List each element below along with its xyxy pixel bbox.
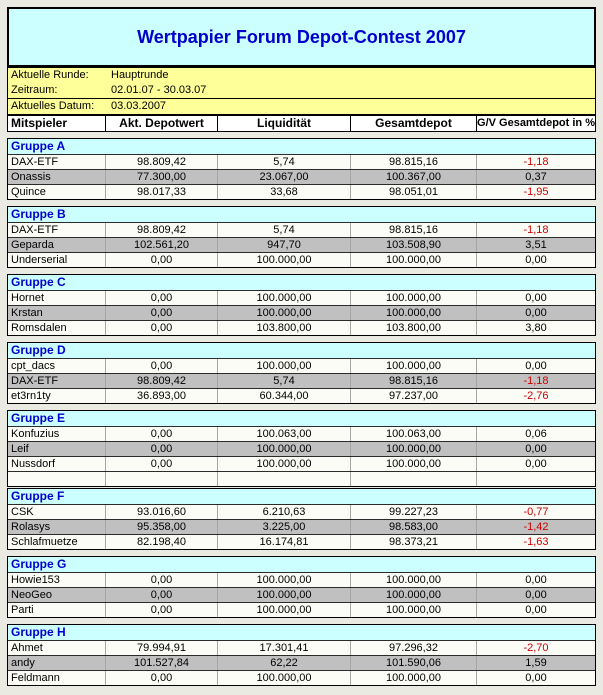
value-cell: 97.296,32 xyxy=(350,641,476,655)
player-name-cell: Hornet xyxy=(11,292,45,304)
table-row xyxy=(8,252,595,267)
player-name-cell: Rolasys xyxy=(11,521,51,533)
value-cell: 100.000,00 xyxy=(350,291,476,305)
player-name-cell: Quince xyxy=(11,186,46,198)
value-cell: 100.063,00 xyxy=(217,427,350,441)
player-name-cell: Konfuzius xyxy=(11,428,60,440)
player-name-cell: Schlafmuetze xyxy=(11,536,78,548)
player-name-cell: Underserial xyxy=(11,254,68,266)
value-cell: 0,00 xyxy=(105,442,217,456)
group-header: Gruppe G xyxy=(8,557,595,572)
value-cell: 62,22 xyxy=(217,656,350,670)
value-cell: 100.000,00 xyxy=(217,603,350,617)
value-cell: 0,00 xyxy=(105,671,217,685)
value-cell: 100.000,00 xyxy=(350,603,476,617)
player-name-cell: Nussdorf xyxy=(11,458,56,470)
group-block xyxy=(7,624,596,686)
value-cell: 947,70 xyxy=(217,238,350,252)
value-cell: 0,00 xyxy=(476,306,595,320)
value-cell: 0,00 xyxy=(476,457,595,471)
value-cell: 0,00 xyxy=(105,603,217,617)
player-name-cell: Parti xyxy=(11,604,34,616)
empty-cell xyxy=(105,472,217,486)
value-cell: 0,00 xyxy=(476,573,595,587)
table-row xyxy=(8,426,595,441)
value-cell: 100.000,00 xyxy=(217,306,350,320)
table-row xyxy=(8,154,595,169)
value-cell: -1,63 xyxy=(476,535,595,549)
table-row xyxy=(8,572,595,587)
value-cell: 98.809,42 xyxy=(105,223,217,237)
page-title: Wertpapier Forum Depot-Contest 2007 xyxy=(137,26,466,47)
value-cell: 95.358,00 xyxy=(105,520,217,534)
player-name-cell: cpt_dacs xyxy=(11,360,56,372)
player-name-cell: Geparda xyxy=(11,239,54,251)
player-name-cell: et3rn1ty xyxy=(11,390,51,402)
value-cell: 103.508,90 xyxy=(350,238,476,252)
value-cell: -1,42 xyxy=(476,520,595,534)
value-cell: 100.000,00 xyxy=(217,359,350,373)
value-cell: 97.237,00 xyxy=(350,389,476,403)
value-cell: 6.210,63 xyxy=(217,505,350,519)
value-cell: 23.067,00 xyxy=(217,170,350,184)
group-header: Gruppe C xyxy=(8,275,595,290)
value-cell: 100.000,00 xyxy=(350,588,476,602)
value-cell: 5,74 xyxy=(217,155,350,169)
value-cell: 98.815,16 xyxy=(350,374,476,388)
table-row xyxy=(8,237,595,252)
group-block xyxy=(7,274,596,336)
value-cell: 0,00 xyxy=(476,442,595,456)
value-cell: 98.809,42 xyxy=(105,374,217,388)
info-value: 03.03.2007 xyxy=(111,100,167,112)
table-row xyxy=(8,640,595,655)
value-cell: 0,00 xyxy=(476,603,595,617)
info-row-datum xyxy=(8,99,595,114)
info-section-round xyxy=(7,67,596,99)
value-cell: 100.000,00 xyxy=(350,457,476,471)
value-cell: 100.000,00 xyxy=(217,671,350,685)
group-header: Gruppe E xyxy=(8,411,595,426)
value-cell: 0,00 xyxy=(476,359,595,373)
table-row xyxy=(8,222,595,237)
value-cell: 82.198,40 xyxy=(105,535,217,549)
value-cell: 0,00 xyxy=(476,291,595,305)
groups-container xyxy=(7,138,596,686)
value-cell: 98.815,16 xyxy=(350,223,476,237)
value-cell: 100.063,00 xyxy=(350,427,476,441)
empty-cell xyxy=(217,472,350,486)
group-block xyxy=(7,556,596,618)
value-cell: 0,00 xyxy=(476,253,595,267)
value-cell: 98.583,00 xyxy=(350,520,476,534)
value-cell: 16.174,81 xyxy=(217,535,350,549)
value-cell: 1,59 xyxy=(476,656,595,670)
player-name-cell: Ahmet xyxy=(11,642,43,654)
value-cell: -1,18 xyxy=(476,155,595,169)
table-row xyxy=(8,504,595,519)
player-name-cell: DAX-ETF xyxy=(11,375,59,387)
col-header-gv-prozent: G/V Gesamtdepot in % xyxy=(477,117,595,129)
value-cell: -2,70 xyxy=(476,641,595,655)
value-cell: 100.000,00 xyxy=(350,306,476,320)
info-row-zeitraum xyxy=(8,83,595,98)
value-cell: 98.051,01 xyxy=(350,185,476,199)
value-cell: 100.000,00 xyxy=(217,442,350,456)
table-row xyxy=(8,290,595,305)
group-block xyxy=(7,410,596,487)
value-cell: 101.527,84 xyxy=(105,656,217,670)
value-cell: 0,00 xyxy=(105,359,217,373)
empty-cell xyxy=(8,472,105,486)
col-header-liquiditaet: Liquidität xyxy=(217,116,350,131)
value-cell: 36.893,00 xyxy=(105,389,217,403)
value-cell: 5,74 xyxy=(217,223,350,237)
table-row xyxy=(8,587,595,602)
table-row xyxy=(8,519,595,534)
value-cell: 103.800,00 xyxy=(350,321,476,335)
table-row xyxy=(8,388,595,403)
table-row xyxy=(8,305,595,320)
col-header-mitspieler: Mitspieler xyxy=(11,116,68,130)
empty-cell xyxy=(476,472,595,486)
value-cell: 99.227,23 xyxy=(350,505,476,519)
group-header: Gruppe H xyxy=(8,625,595,640)
table-row xyxy=(8,534,595,549)
value-cell: 100.000,00 xyxy=(217,573,350,587)
value-cell: 17.301,41 xyxy=(217,641,350,655)
player-name-cell: Onassis xyxy=(11,171,51,183)
value-cell: 103.800,00 xyxy=(217,321,350,335)
player-name-cell: Leif xyxy=(11,443,29,455)
info-label: Aktuelles Datum: xyxy=(11,100,95,112)
value-cell: 98.809,42 xyxy=(105,155,217,169)
value-cell: 100.000,00 xyxy=(350,573,476,587)
value-cell: 0,00 xyxy=(105,291,217,305)
table-row xyxy=(8,373,595,388)
player-name-cell: NeoGeo xyxy=(11,589,52,601)
value-cell: -1,18 xyxy=(476,374,595,388)
value-cell: 100.000,00 xyxy=(350,253,476,267)
col-header-gesamtdepot: Gesamtdepot xyxy=(350,116,476,131)
value-cell: 0,00 xyxy=(105,573,217,587)
value-cell: 102.561,20 xyxy=(105,238,217,252)
value-cell: 3,80 xyxy=(476,321,595,335)
value-cell: 100.000,00 xyxy=(350,671,476,685)
column-header-row xyxy=(7,115,596,132)
value-cell: 3,51 xyxy=(476,238,595,252)
group-block xyxy=(7,206,596,268)
value-cell: 0,00 xyxy=(476,671,595,685)
value-cell: 100.000,00 xyxy=(350,442,476,456)
group-header: Gruppe D xyxy=(8,343,595,358)
value-cell: 0,00 xyxy=(105,321,217,335)
value-cell: 100.000,00 xyxy=(217,457,350,471)
table-row xyxy=(8,320,595,335)
player-name-cell: CSK xyxy=(11,506,34,518)
value-cell: 0,37 xyxy=(476,170,595,184)
table-row xyxy=(8,670,595,685)
player-name-cell: DAX-ETF xyxy=(11,156,59,168)
value-cell: 98.373,21 xyxy=(350,535,476,549)
table-row xyxy=(8,358,595,373)
table-row xyxy=(8,169,595,184)
value-cell: 33,68 xyxy=(217,185,350,199)
value-cell: 0,06 xyxy=(476,427,595,441)
value-cell: -0,77 xyxy=(476,505,595,519)
player-name-cell: Romsdalen xyxy=(11,322,67,334)
value-cell: -1,95 xyxy=(476,185,595,199)
value-cell: 0,00 xyxy=(105,306,217,320)
info-value: 02.01.07 - 30.03.07 xyxy=(111,84,207,96)
group-block xyxy=(7,488,596,550)
value-cell: 0,00 xyxy=(105,427,217,441)
group-header: Gruppe B xyxy=(8,207,595,222)
value-cell: 77.300,00 xyxy=(105,170,217,184)
info-box xyxy=(7,67,596,115)
value-cell: 98.815,16 xyxy=(350,155,476,169)
group-block xyxy=(7,342,596,404)
group-header: Gruppe F xyxy=(8,489,595,504)
table-row xyxy=(8,655,595,670)
value-cell: 3.225,00 xyxy=(217,520,350,534)
group-header: Gruppe A xyxy=(8,139,595,154)
value-cell: 5,74 xyxy=(217,374,350,388)
group-block xyxy=(7,138,596,200)
info-value: Hauptrunde xyxy=(111,69,169,81)
value-cell: 0,00 xyxy=(476,588,595,602)
value-cell: 93.016,60 xyxy=(105,505,217,519)
value-cell: -2,76 xyxy=(476,389,595,403)
table-row xyxy=(8,602,595,617)
info-label: Aktuelle Runde: xyxy=(11,69,89,81)
table-row xyxy=(8,184,595,199)
value-cell: 60.344,00 xyxy=(217,389,350,403)
value-cell: 0,00 xyxy=(105,253,217,267)
value-cell: -1,18 xyxy=(476,223,595,237)
table-row xyxy=(8,441,595,456)
col-header-depotwert: Akt. Depotwert xyxy=(105,116,217,131)
title-banner xyxy=(7,7,596,67)
player-name-cell: andy xyxy=(11,657,35,669)
empty-row xyxy=(8,471,595,486)
value-cell: 101.590,06 xyxy=(350,656,476,670)
info-row-runde xyxy=(8,68,595,83)
table-row xyxy=(8,456,595,471)
value-cell: 79.994,91 xyxy=(105,641,217,655)
info-label: Zeitraum: xyxy=(11,84,58,96)
player-name-cell: Feldmann xyxy=(11,672,60,684)
value-cell: 100.000,00 xyxy=(350,359,476,373)
empty-cell xyxy=(350,472,476,486)
value-cell: 0,00 xyxy=(105,588,217,602)
player-name-cell: Krstan xyxy=(11,307,43,319)
value-cell: 100.000,00 xyxy=(217,253,350,267)
value-cell: 0,00 xyxy=(105,457,217,471)
value-cell: 100.000,00 xyxy=(217,291,350,305)
info-section-date xyxy=(7,98,596,115)
value-cell: 98.017,33 xyxy=(105,185,217,199)
player-name-cell: Howie153 xyxy=(11,574,60,586)
value-cell: 100.367,00 xyxy=(350,170,476,184)
value-cell: 100.000,00 xyxy=(217,588,350,602)
player-name-cell: DAX-ETF xyxy=(11,224,59,236)
